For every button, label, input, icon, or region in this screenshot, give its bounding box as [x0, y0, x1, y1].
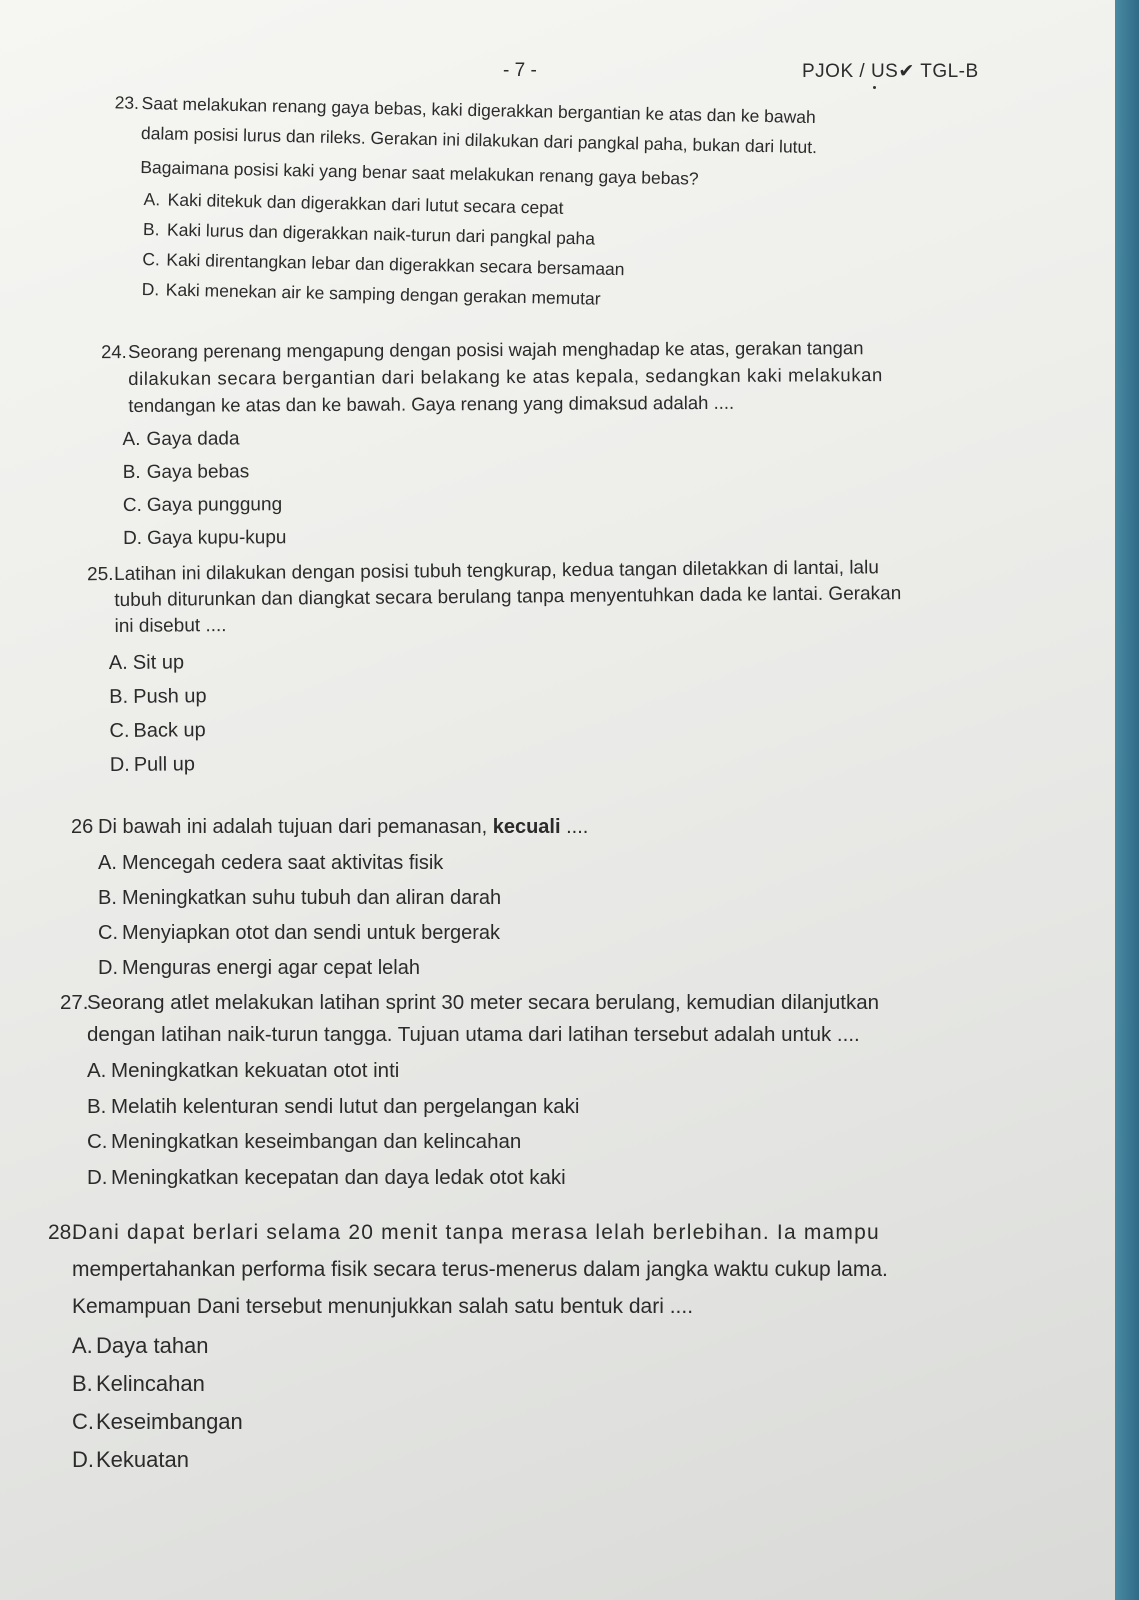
- option-list: [141, 184, 815, 318]
- question-text-line: dengan latihan naik-turun tangga. Tujuan utama dari latihan tersebut adalah untuk ....: [87, 1023, 860, 1046]
- option-list: [122, 419, 883, 555]
- option-b: B. Melatih kelenturan sendi lutut dan pergelangan kaki: [87, 1094, 580, 1118]
- question-26: [71, 812, 589, 986]
- option-list: [109, 639, 903, 782]
- page-number: - 7 -: [503, 60, 537, 81]
- question-text-line: tubuh diturunkan dan diangkat secara berulang tanpa menyentuhkan dada ke lantai. Gerakan: [114, 583, 902, 611]
- option-a: A. Meningkatkan kekuatan otot inti: [87, 1059, 400, 1082]
- question-27: [60, 987, 880, 1195]
- option-list: [72, 1327, 888, 1479]
- option-d: D.Kekuatan: [72, 1447, 189, 1472]
- question-24: [101, 334, 884, 555]
- question-text-line: dalam posisi lurus dan rileks. Gerakan ini dilakukan dari pangkal paha, bukan dari lutut.: [140, 122, 818, 158]
- option-c: C. Kaki direntangkan lebar dan digerakkan secara bersamaan: [142, 249, 625, 280]
- question-text-line: Kemampuan Dani tersebut menunjukkan salah satu bentuk dari ....: [72, 1295, 694, 1318]
- question-text-line: mempertahankan performa fisik secara terus-menerus dalam jangka waktu cukup lama.: [72, 1258, 888, 1281]
- option-b: B. Meningkatkan suhu tubuh dan aliran darah: [98, 887, 502, 909]
- option-b: B. Kaki lurus dan digerakkan naik-turun dari pangkal paha: [142, 219, 596, 249]
- question-25: [87, 555, 903, 782]
- question-23: [114, 88, 818, 318]
- option-list: [98, 846, 588, 986]
- exam-code: PJOK / US✔ TGL-B: [802, 61, 979, 82]
- question-28: [48, 1214, 888, 1479]
- question-text-line: Latihan ini dilakukan dengan posisi tubuh tengkurap, kedua tangan diletakkan di lantai, lalu: [114, 557, 879, 585]
- option-d: D. Pull up: [109, 753, 196, 777]
- option-c: C.Keseimbangan: [72, 1409, 243, 1434]
- question-text-line: Seorang atlet melakukan latihan sprint 30 meter secara berulang, kemudian dilanjutkan: [87, 991, 880, 1014]
- question-text-line: ini disebut ....: [114, 615, 227, 637]
- emphasis-word: kecuali: [492, 816, 561, 838]
- ink-dot: [873, 86, 876, 89]
- option-list: [87, 1053, 879, 1195]
- question-number: 25.: [87, 564, 114, 586]
- question-text-line: Di bawah ini adalah tujuan dari pemanasan, kecuali ....: [98, 816, 589, 838]
- option-b: B. Gaya bebas: [122, 461, 250, 484]
- question-text-line: Saat melakukan renang gaya bebas, kaki digerakkan bergantian ke atas dan ke bawah: [141, 92, 816, 128]
- option-c: C. Back up: [109, 719, 206, 743]
- question-number: 24.: [101, 341, 127, 363]
- option-b: B. Push up: [109, 685, 207, 709]
- question-text-line: Bagaimana posisi kaki yang benar saat melakukan renang gaya bebas?: [140, 156, 699, 189]
- option-a: A. Gaya dada: [122, 428, 240, 451]
- question-number: 27.: [60, 991, 89, 1014]
- question-text-line: tendangan ke atas dan ke bawah. Gaya renang yang dimaksud adalah ....: [128, 391, 735, 416]
- option-c: C. Menyiapkan otot dan sendi untuk bergerak: [98, 922, 501, 944]
- background-edge: [1115, 0, 1139, 1600]
- option-b: B. Kelincahan: [72, 1371, 205, 1396]
- question-text-line: Seorang perenang mengapung dengan posisi wajah menghadap ke atas, gerakan tangan: [128, 337, 864, 362]
- option-a: A. Kaki ditekuk dan digerakkan dari lutut secara cepat: [143, 189, 564, 218]
- option-d: D. Kaki menekan air ke samping dengan gerakan memutar: [141, 279, 601, 309]
- question-number: 28.: [48, 1221, 78, 1244]
- question-number: 26: [71, 816, 94, 838]
- option-a: A. Mencegah cedera saat aktivitas fisik: [98, 852, 444, 874]
- option-a: A. Daya tahan: [72, 1333, 209, 1358]
- option-c: C. Gaya punggung: [122, 494, 283, 517]
- option-d: D. Menguras energi agar cepat lelah: [98, 957, 420, 979]
- question-text-line: dilakukan secara bergantian dari belakang ke atas kepala, sedangkan kaki melakukan: [128, 364, 883, 389]
- option-a: A. Sit up: [108, 651, 185, 675]
- option-d: D. Meningkatkan kecepatan dan daya ledak otot kaki: [87, 1165, 566, 1189]
- question-text-line: Dani dapat berlari selama 20 menit tanpa merasa lelah berlebihan. Ia mampu: [72, 1221, 880, 1244]
- option-c: C. Meningkatkan keseimbangan dan kelincahan: [87, 1130, 522, 1153]
- question-number: 23.: [114, 92, 140, 113]
- option-d: D. Gaya kupu-kupu: [122, 527, 287, 550]
